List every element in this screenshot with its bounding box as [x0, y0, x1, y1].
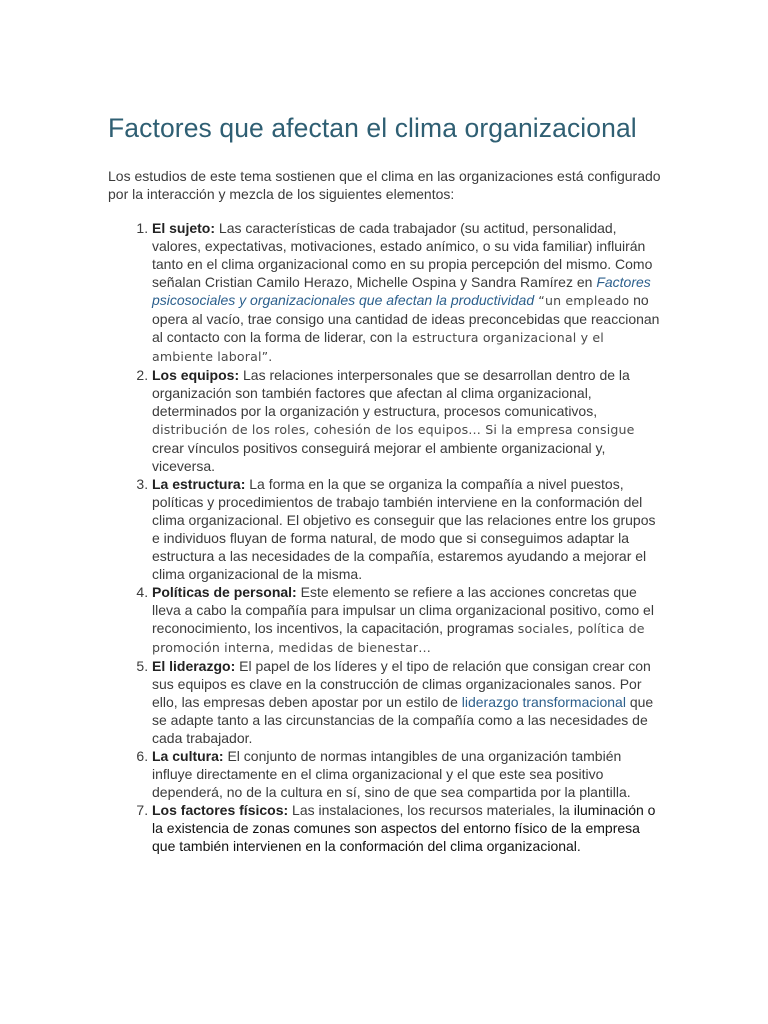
item-text-dark: iluminación o la existencia de zonas comunes son aspectos del entorno físico de la empresa que también intervienen en la conformación del clima organizacional. [152, 802, 656, 854]
item-text: Las características de cada trabajador (su actitud, personalidad, valores, expectativas, motivaciones, estado anímico, o su vida familiar) influirán tanto en el clima organizacional como en su propia percepción del mismo. Como señalan Cristian Camilo Herazo, Michelle Ospina y Sandra Ramírez en [152, 220, 653, 290]
factors-list [108, 219, 664, 855]
liderazgo-link[interactable]: liderazgo transformacional [461, 694, 626, 710]
list-item-politicas [152, 583, 664, 657]
item-term: El sujeto: [152, 220, 216, 236]
item-term: Los factores físicos: [152, 802, 289, 818]
page-title: Factores que afectan el clima organizacional [108, 113, 637, 143]
intro-paragraph: Los estudios de este tema sostienen que el clima en las organizaciones está configurado por la interacción y mezcla de los siguientes elementos: [108, 168, 661, 202]
list-item-sujeto [152, 219, 664, 366]
item-text: Las relaciones interpersonales que se desarrollan dentro de la organización son también factores que afectan al clima organizacional, determinados por la organización y estructura, procesos comunicativos, [152, 367, 630, 419]
item-text-alt: distribución de los roles, cohesión de los equipos… Si la empresa consigue [152, 422, 635, 437]
item-text-continued: crear vínculos positivos conseguirá mejorar el ambiente organizacional y, viceversa. [152, 440, 606, 474]
item-text-alt: sociales, política de promoción interna, medidas de bienestar… [152, 621, 645, 655]
item-text: El conjunto de normas intangibles de una organización también influye directamente en el clima organizacional y el que este sea positivo dependerá, no de la cultura en sí, sino de que sea compartida por la plantilla. [152, 748, 631, 800]
item-term: La cultura: [152, 748, 224, 764]
article [108, 112, 664, 855]
item-term: La estructura: [152, 476, 246, 492]
list-item-liderazgo [152, 657, 664, 747]
item-term: Los equipos: [152, 367, 240, 383]
item-term: Políticas de personal: [152, 584, 297, 600]
list-item-equipos [152, 366, 664, 475]
item-text: La forma en la que se organiza la compañía a nivel puestos, políticas y procedimientos de trabajo también interviene en la conformación del clima organizacional. El objetivo es conseguir que las relaciones entre los grupos e individuos fluyan de forma natural, de modo que si conseguimos adaptar la estructura a las necesidades de la compañía, estaremos ayudando a mejorar el clima organizacional de la misma. [152, 476, 656, 582]
item-text: El papel de los líderes y el tipo de relación que consigan crear con sus equipos es clave en la construcción de climas organizacionales sanos. Por ello, las empresas deben apostar por un estilo de [152, 658, 651, 710]
quote-close: la estructura organizacional y el ambiente laboral”. [152, 330, 604, 364]
item-term: El liderazgo: [152, 658, 236, 674]
item-text-continued: que se adapte tanto a las circunstancias de la compañía como a las necesidades de cada trabajador. [152, 694, 654, 746]
book-link[interactable]: Factores psicosociales y organizacionales que afectan la productividad [152, 274, 651, 308]
list-item-estructura [152, 475, 664, 583]
list-item-cultura [152, 747, 664, 801]
item-text-continued: no opera al vacío, trae consigo una cantidad de ideas preconcebidas que reaccionan al contacto con la forma de liderar, con [152, 292, 660, 345]
item-text: Este elemento se refiere a las acciones concretas que lleva a cabo la compañía para impulsar un clima organizacional positivo, como el reconocimiento, los incentivos, la capacitación, programas [152, 584, 654, 636]
list-item-factores-fisicos [152, 801, 664, 855]
quote-open: “un empleado [534, 293, 630, 308]
item-text: Las instalaciones, los recursos materiales, la [288, 802, 574, 818]
